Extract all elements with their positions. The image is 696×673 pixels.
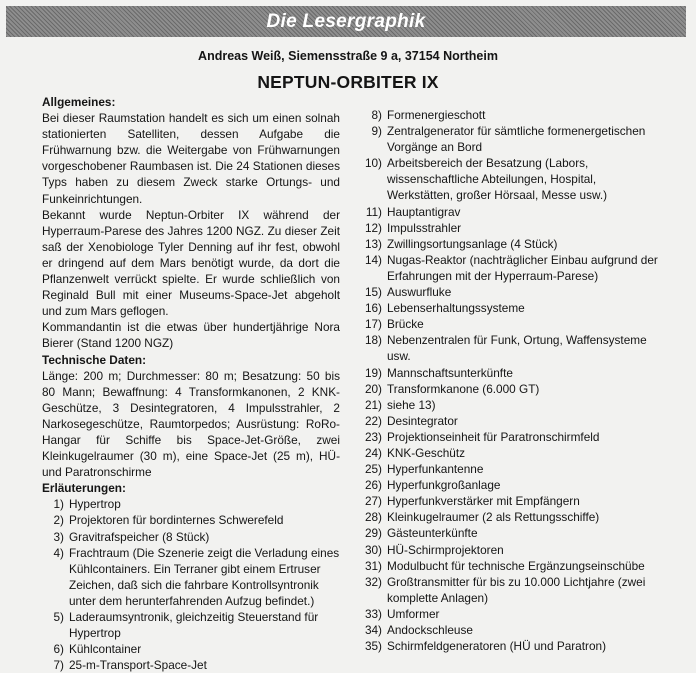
- legend-item: [42, 545, 340, 609]
- legend-item-text: Arbeitsbereich der Besatzung (Labors, wissenschaftliche Abteilungen, Hospital, Werkstätten, großer Hörsaal, Messe usw.): [387, 156, 608, 203]
- paragraph-commander: Kommandantin ist die etwas über hundertjährige Nora Bierer (Stand 1200 NGZ): [42, 320, 340, 351]
- legend-item: [360, 365, 664, 381]
- legend-item-number: 31): [364, 558, 382, 573]
- legend-item-number: 29): [364, 526, 382, 541]
- legend-item: [360, 413, 664, 429]
- header-banner: [6, 6, 686, 37]
- legend-item: [360, 220, 664, 236]
- legend-item-text: Nebenzentralen für Funk, Ortung, Waffensysteme usw.: [387, 333, 647, 364]
- legend-item-text: Hyperfunkantenne: [387, 462, 484, 477]
- section-heading-erlaeuterungen: Erläuterungen:: [42, 481, 126, 496]
- legend-item-text: Umformer: [387, 606, 440, 621]
- legend-item-number: 19): [364, 365, 382, 380]
- legend-item: [360, 397, 664, 413]
- paragraph-intro: Bei dieser Raumstation handelt es sich um einen solnah stationierten Satelliten, dessen Aufgabe die Frühwarnung bzw. die Weitergabe von Frühwarnungen vorgeschobener Raumbasen ist. Die 24 Stationen dieses Typs haben zu diesem Zweck starke Ortungs- und Funkeinrichtungen.: [42, 111, 340, 206]
- legend-item-text: Hauptantigrav: [387, 204, 461, 219]
- legend-item-number: 21): [364, 397, 382, 412]
- legend-item-number: 9): [371, 124, 382, 139]
- legend-item-text: Frachtraum (Die Szenerie zeigt die Verladung eines Kühlcontainers. Ein Terraner gibt einem Ertruser Zeichen, daß sich die fahrbare Kontrollsyntronik unter dem herunterfahrenden Aufzug befindet.): [69, 545, 340, 608]
- legend-item: [360, 622, 664, 638]
- legend-item-number: 7): [53, 658, 64, 673]
- legend-item-number: 33): [364, 606, 382, 621]
- legend-item-text: Kühlcontainer: [69, 642, 142, 657]
- legend-item-number: 16): [364, 301, 382, 316]
- legend-item-number: 34): [364, 623, 382, 637]
- page-title: NEPTUN-ORBITER IX: [257, 72, 439, 92]
- legend-item-text: Nugas-Reaktor (nachträglicher Einbau aufgrund der Erfahrungen mit der Hyperraum-Parese): [387, 252, 658, 283]
- legend-item-number: 20): [364, 381, 382, 396]
- legend-item-number: 35): [364, 639, 382, 654]
- legend-item-text: Gravitrafspeicher (8 Stück): [69, 529, 210, 544]
- legend-item-number: 6): [53, 642, 64, 657]
- paragraph-history: Bekannt wurde Neptun-Orbiter IX während der Hyperraum-Parese des Jahres 1200 NGZ. Zu dieser Zeit saß der Xenobiologe Tyler Denning auf ihr fest, obwohl er dringend auf dem Mars benötigt wurde, da dort die Pflanzenwelt verrückt spielte. Er wurde schließlich von Reginald Bull mit einer Museums-Space-Jet abgeholt und zum Mars geflogen.: [42, 207, 340, 319]
- legend-item: [42, 609, 340, 641]
- legend-item-text: Hyperfunkgroßanlage: [387, 478, 501, 493]
- legend-item: [360, 204, 664, 220]
- legend-item: [42, 641, 340, 657]
- legend-item-text: Modulbucht für technische Ergänzungseinschübe: [387, 558, 645, 573]
- legend-item-text: Zentralgenerator für sämtliche formenergetischen Vorgänge an Bord: [387, 124, 646, 155]
- legend-item-text: Mannschaftsunterkünfte: [387, 365, 513, 380]
- legend-item-number: 24): [364, 445, 382, 460]
- legend-item: [42, 496, 340, 512]
- legend-item-text: Großtransmitter für bis zu 10.000 Lichtjahre (zwei komplette Anlagen): [387, 574, 646, 605]
- legend-list-left: [42, 496, 340, 673]
- legend-item-text: Zwillingsortungsanlage (4 Stück): [387, 236, 558, 251]
- section-heading-technische-daten: Technische Daten:: [42, 352, 147, 367]
- right-column: [360, 107, 664, 654]
- legend-item: [360, 477, 664, 493]
- legend-item-number: 1): [53, 497, 64, 512]
- author-address: Andreas Weiß, Siemensstraße 9 a, 37154 Northeim: [198, 49, 498, 63]
- legend-item: [360, 107, 664, 123]
- legend-item: [42, 512, 340, 528]
- legend-item-number: 2): [53, 513, 64, 528]
- legend-item: [360, 332, 664, 364]
- banner-title: Die Lesergraphik: [266, 10, 426, 32]
- legend-item-number: 4): [53, 545, 64, 560]
- legend-item: [360, 606, 664, 622]
- legend-item: [360, 381, 664, 397]
- legend-list-right: [360, 107, 664, 654]
- legend-item: [360, 525, 664, 541]
- legend-item: [360, 445, 664, 461]
- legend-item-text: Transformkanone (6.000 GT): [387, 381, 540, 396]
- section-heading-allgemeines: Allgemeines:: [42, 95, 116, 109]
- legend-item-text: Andockschleuse: [387, 623, 473, 637]
- legend-item: [360, 558, 664, 574]
- legend-item-number: 14): [364, 252, 382, 267]
- legend-item: [360, 316, 664, 332]
- legend-item-text: Gästeunterkünfte: [387, 526, 478, 541]
- legend-item-number: 18): [364, 333, 382, 348]
- legend-item-text: siehe 13): [387, 397, 436, 412]
- legend-item-text: HÜ-Schirmprojektoren: [387, 542, 504, 557]
- legend-item-text: KNK-Geschütz: [387, 445, 466, 460]
- legend-item-number: 13): [364, 236, 382, 251]
- legend-item-text: Brücke: [387, 317, 424, 332]
- legend-item-number: 5): [53, 610, 64, 624]
- legend-item: [360, 574, 664, 606]
- legend-item-number: 15): [364, 285, 382, 300]
- legend-item-number: 11): [365, 204, 382, 219]
- legend-item-number: 3): [53, 529, 64, 544]
- legend-item: [42, 657, 340, 673]
- legend-item-text: Formenergieschott: [387, 108, 486, 122]
- legend-item-text: 25-m-Transport-Space-Jet: [69, 658, 207, 673]
- legend-item-number: 22): [364, 413, 382, 428]
- legend-item-text: Projektoren für bordinternes Schwerefeld: [69, 513, 284, 528]
- legend-item-text: Schirmfeldgeneratoren (HÜ und Paratron): [387, 639, 607, 654]
- legend-item-number: 28): [364, 510, 382, 525]
- legend-item-number: 10): [364, 156, 382, 171]
- legend-item-number: 26): [364, 478, 382, 493]
- legend-item-text: Impulsstrahler: [387, 220, 462, 235]
- legend-item: [360, 461, 664, 477]
- legend-item-number: 32): [364, 574, 382, 589]
- legend-item-number: 17): [364, 317, 382, 332]
- legend-item: [360, 509, 664, 525]
- legend-item-number: 8): [371, 108, 382, 122]
- legend-item-number: 27): [364, 494, 382, 509]
- paragraph-technical-data: Länge: 200 m; Durchmesser: 80 m; Besatzung: 50 bis 80 Mann; Bewaffnung: 4 Transformkanonen, 2 KNK-Geschütze, 3 Desintegratoren, 4 Impulsstrahler, 2 Narkosegeschütze, Raumtorpedos; Ausrüstung: RoRo-Hangar für Schiffe bis Space-Jet-Größe, zwei Kleinkugelraumer (30 m), eine Space-Jet (25 m), HÜ- und Paratronschirme: [42, 368, 340, 480]
- legend-item-number: 30): [364, 542, 382, 557]
- legend-item: [360, 300, 664, 316]
- legend-item: [42, 529, 340, 545]
- legend-item-text: Lebenserhaltungssysteme: [387, 301, 525, 316]
- legend-item-text: Kleinkugelraumer (2 als Rettungsschiffe): [387, 510, 600, 525]
- legend-item-number: 23): [364, 429, 382, 444]
- legend-item-number: 12): [364, 220, 382, 235]
- legend-item: [360, 155, 664, 203]
- legend-item: [360, 252, 664, 284]
- legend-item: [360, 236, 664, 252]
- legend-item: [360, 284, 664, 300]
- left-column: [42, 94, 340, 673]
- legend-item-text: Hyperfunkverstärker mit Empfängern: [387, 494, 580, 509]
- legend-item-text: Hypertrop: [69, 497, 121, 512]
- legend-item-text: Desintegrator: [387, 413, 458, 428]
- legend-item-number: 25): [364, 462, 382, 477]
- legend-item: [360, 123, 664, 155]
- legend-item-text: Laderaumsyntronik, gleichzeitig Steuerstand für Hypertrop: [69, 610, 319, 641]
- legend-item: [360, 429, 664, 445]
- legend-item-text: Projektionseinheit für Paratronschirmfeld: [387, 429, 600, 444]
- legend-item: [360, 542, 664, 558]
- legend-item-text: Auswurfluke: [387, 285, 452, 300]
- legend-item: [360, 493, 664, 509]
